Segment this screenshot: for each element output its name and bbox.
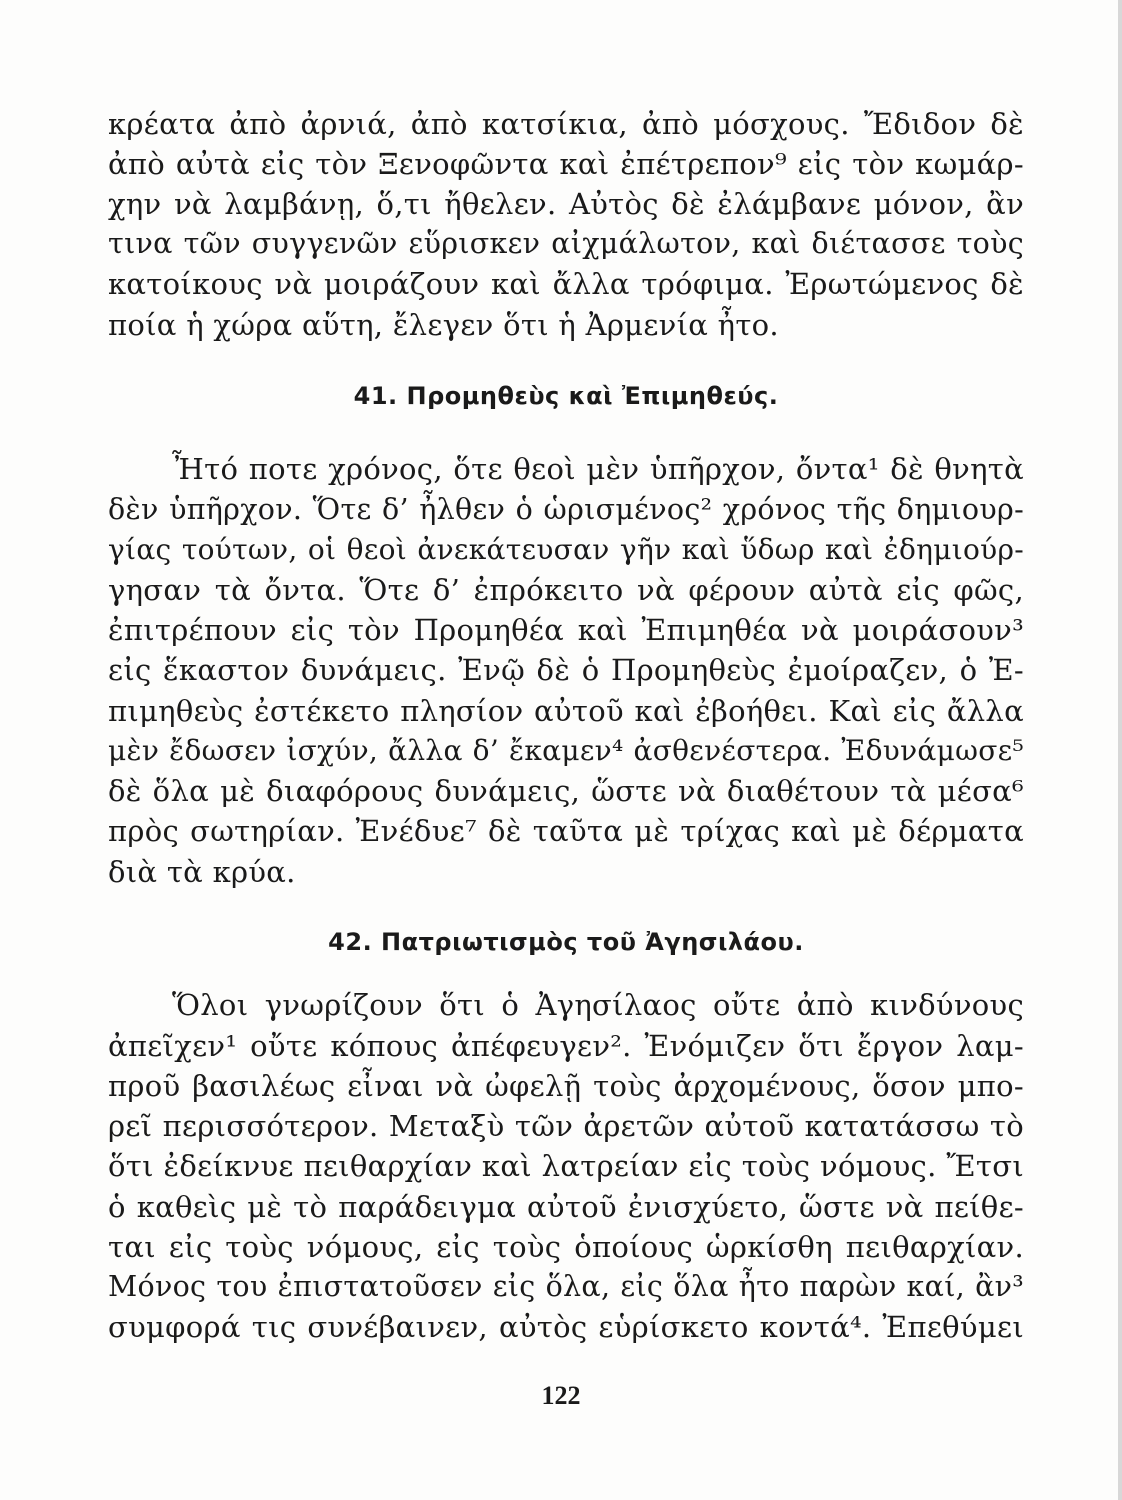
text-line: Μόνος του ἐπιστατοῦσεν εἰς ὅλα, εἰς ὅλα ἦτο παρὼν καί, ἂν³	[108, 1270, 1024, 1303]
text-line: χην νὰ λαμβάνῃ, ὅ,τι ἤθελεν. Αὐτὸς δὲ ἐλάμβανε μόνον, ἂν	[108, 187, 1024, 221]
text-line: ὅτι ἐδείκνυε πειθαρχίαν καὶ λατρείαν εἰς τοὺς νόμους. Ἔτσι	[108, 1149, 1024, 1183]
text-line: δὲ ὅλα μὲ διαφόρους δυνάμεις, ὥστε νὰ διαθέτουν τὰ μέσα⁶	[108, 774, 1024, 808]
text-line: ποία ἡ χώρα αὕτη, ἔλεγεν ὅτι ἡ Ἀρμενία ἦτο.	[108, 308, 779, 342]
text-line: διὰ τὰ κρύα.	[108, 855, 296, 889]
text-line: ἀπεῖχεν¹ οὔτε κόπους ἀπέφευγεν². Ἐνόμιζεν ὅτι ἔργον λαμ-	[108, 1029, 1024, 1063]
text-line: εἰς ἕκαστον δυνάμεις. Ἐνῷ δὲ ὁ Προμηθεὺς ἐμοίραζεν, ὁ Ἐ-	[108, 653, 1024, 687]
text-line: δὲν ὑπῆρχον. Ὅτε δ’ ἦλθεν ὁ ὡρισμένος² χρόνος τῆς δημιουρ-	[108, 493, 1024, 526]
text-line: γίας τούτων, οἱ θεοὶ ἀνεκάτευσαν γῆν καὶ ὕδωρ καὶ ἐδημιούρ-	[108, 533, 1024, 566]
text-line: συμφορά τις συνέβαινεν, αὐτὸς εὑρίσκετο κοντά⁴. Ἐπεθύμει	[108, 1310, 1024, 1344]
text-line: μὲν ἔδωσεν ἰσχύν, ἄλλα δ’ ἔκαμεν⁴ ἀσθενέστερα. Ἐδυνάμωσε⁵	[108, 734, 1024, 767]
text-line: ὁ καθεὶς μὲ τὸ παράδειγμα αὐτοῦ ἐνισχύετο, ὥστε νὰ πείθε-	[108, 1190, 1024, 1224]
section-heading-41: 41. Προμηθεὺς καὶ Ἐπιμηθεύς.	[353, 382, 779, 410]
text-line: ἀπὸ αὐτὰ εἰς τὸν Ξενοφῶντα καὶ ἐπέτρεπον⁹ εἰς τὸν κωμάρ-	[108, 147, 1024, 181]
text-line: προῦ βασιλέως εἶναι νὰ ὠφελῇ τοὺς ἀρχομένους, ὅσον μπο-	[108, 1069, 1024, 1103]
page-number: 122	[541, 1381, 581, 1410]
text-line: Ὅλοι γνωρίζουν ὅτι ὁ Ἀγησίλαος οὔτε ἀπὸ κινδύνους	[172, 988, 1024, 1022]
text-line: ται εἰς τοὺς νόμους, εἰς τοὺς ὁποίους ὡρκίσθη πειθαρχίαν.	[108, 1230, 1024, 1264]
text-line: Ἦτό ποτε χρόνος, ὅτε θεοὶ μὲν ὑπῆρχον, ὄντα¹ δὲ θνητὰ	[172, 452, 1024, 486]
text-line: ἐπιτρέπουν εἰς τὸν Προμηθέα καὶ Ἐπιμηθέα νὰ μοιράσουν³	[108, 613, 1024, 647]
text-line: πιμηθεὺς ἐστέκετο πλησίον αὐτοῦ καὶ ἐβοήθει. Καὶ εἰς ἄλλα	[108, 694, 1024, 728]
text-line: πρὸς σωτηρίαν. Ἐνέδυε⁷ δὲ ταῦτα μὲ τρίχας καὶ μὲ δέρματα	[108, 814, 1024, 848]
text-line: ρεῖ περισσότερον. Μεταξὺ τῶν ἀρετῶν αὐτοῦ κατατάσσω τὸ	[108, 1109, 1024, 1143]
section-heading-42: 42. Πατριωτισμὸς τοῦ Ἀγησιλάου.	[328, 928, 804, 956]
text-line: γησαν τὰ ὄντα. Ὅτε δ’ ἐπρόκειτο νὰ φέρουν αὐτὰ εἰς φῶς,	[108, 573, 1024, 607]
text-line: τινα τῶν συγγενῶν εὕρισκεν αἰχμάλωτον, καὶ διέτασσε τοὺς	[108, 227, 1024, 260]
text-line: κατοίκους νὰ μοιράζουν καὶ ἄλλα τρόφιμα. Ἐρωτώμενος δὲ	[108, 267, 1024, 301]
text-line: κρέατα ἀπὸ ἀρνιά, ἀπὸ κατσίκια, ἀπὸ μόσχους. Ἔδιδον δὲ	[108, 107, 1024, 141]
page-edge-shadow	[1118, 0, 1122, 1500]
